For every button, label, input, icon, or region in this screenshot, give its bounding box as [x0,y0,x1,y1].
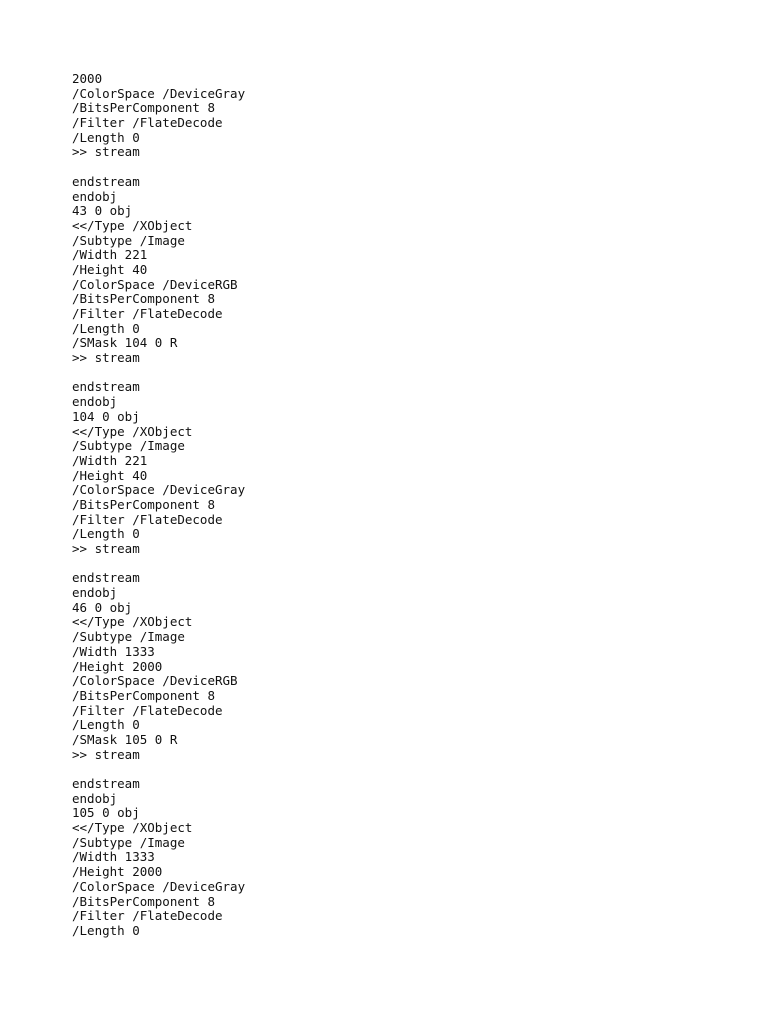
text-line: /Length 0 [72,717,140,733]
text-line: /Subtype /Image [72,438,185,454]
text-line: /Width 1333 [72,849,155,865]
text-line: /ColorSpace /DeviceRGB [72,276,238,292]
text-line [72,557,245,572]
text-line: /Filter /FlateDecode [72,306,223,321]
text-line: 2000 [72,71,103,86]
text-line: endstream [72,776,140,791]
text-line: endobj [72,585,118,601]
text-line: endobj [72,790,118,806]
text-line: 105 0 obj [72,805,140,821]
text-line: /ColorSpace /DeviceGray [72,85,246,101]
text-line: /Length 0 [72,129,140,145]
text-line: /Length 0 [72,320,140,336]
text-line: /BitsPerComponent 8 [72,687,215,703]
text-line: 43 0 obj [72,203,133,219]
text-line [72,160,245,175]
text-line [72,762,245,777]
text-line: /Filter /FlateDecode [72,115,223,131]
text-line: /Length 0 [72,526,140,542]
text-line: /BitsPerComponent 8 [72,291,215,307]
text-line: <</Type /XObject [72,614,193,630]
text-line: >> stream [72,541,140,556]
text-line: /Filter /FlateDecode [72,511,223,527]
text-line: <</Type /XObject [72,423,193,439]
text-line: /SMask 104 0 R [72,335,178,351]
text-line: /Width 221 [72,247,148,263]
text-line: >> stream [72,350,140,366]
text-line: /Height 40 [72,467,148,483]
text-line: /BitsPerComponent 8 [72,496,215,512]
text-line: /Height 2000 [72,658,163,674]
text-line: endstream [72,570,140,586]
text-line: /Width 1333 [72,643,155,659]
text-line: /Subtype /Image [72,232,185,248]
text-line: /ColorSpace /DeviceGray [72,482,246,498]
text-line: >> stream [72,746,140,762]
text-line: 46 0 obj [72,599,133,615]
text-line: /Subtype /Image [72,834,185,850]
text-line: /BitsPerComponent 8 [72,893,215,909]
text-line: >> stream [72,144,140,160]
text-line: /Width 221 [72,452,148,468]
text-line: /ColorSpace /DeviceGray [72,878,246,894]
text-line: endstream [72,379,140,395]
text-line: /ColorSpace /DeviceRGB [72,673,238,689]
text-line: /Height 40 [72,261,148,277]
text-line: endobj [72,188,118,204]
text-line: /BitsPerComponent 8 [72,100,215,116]
text-line: endobj [72,394,118,410]
text-line: endstream [72,173,140,189]
text-line: /SMask 105 0 R [72,731,178,747]
text-line: /Height 2000 [72,864,163,880]
text-line: <</Type /XObject [72,217,193,233]
text-line: /Length 0 [72,922,140,938]
text-line: /Filter /FlateDecode [72,908,223,924]
text-line: /Subtype /Image [72,629,185,645]
text-line: /Filter /FlateDecode [72,702,223,718]
text-line [72,366,245,381]
text-line: <</Type /XObject [72,820,193,836]
pdf-source-text [72,72,245,939]
text-line: 104 0 obj [72,408,140,424]
